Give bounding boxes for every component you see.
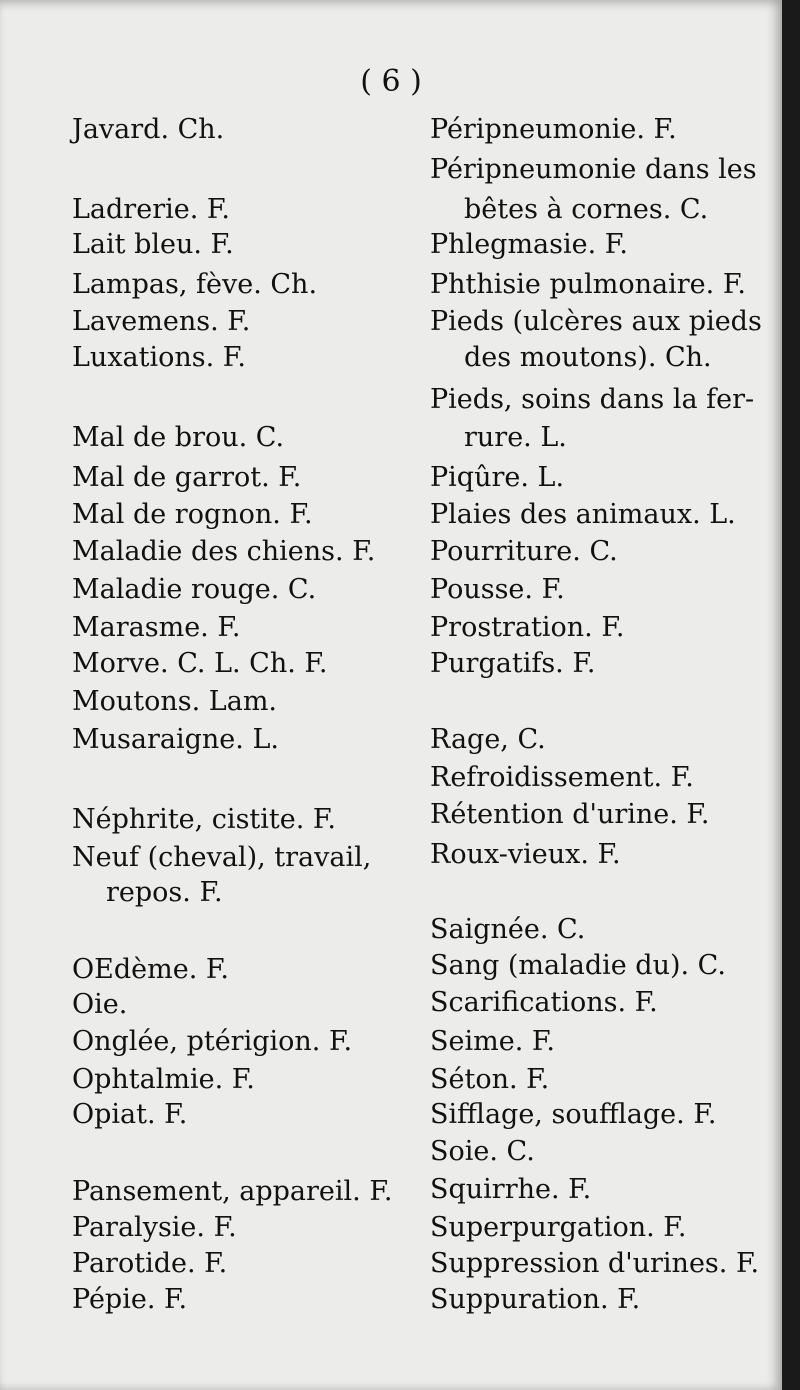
index-entry: Péripneumonie. F. <box>430 114 677 145</box>
index-entry: Phlegmasie. F. <box>430 229 628 260</box>
index-entry: Piqûre. L. <box>430 462 565 493</box>
index-entry: Squirrhe. F. <box>430 1174 592 1205</box>
index-entry: Ophtalmie. F. <box>72 1064 255 1095</box>
index-entry: Pansement, appareil. F. <box>72 1176 393 1207</box>
index-entry: Javard. Ch. <box>72 114 225 145</box>
index-entry: Roux-vieux. F. <box>430 839 621 870</box>
index-entry: Seime. F. <box>430 1026 555 1057</box>
index-entry: Paralysie. F. <box>72 1212 237 1243</box>
index-entry: Suppuration. F. <box>430 1284 641 1315</box>
index-entry: Saignée. C. <box>430 914 586 945</box>
index-entry: Lait bleu. F. <box>72 229 234 260</box>
index-entry: Superpurgation. F. <box>430 1212 687 1243</box>
index-entry: Marasme. F. <box>72 612 241 643</box>
index-entry: Pourriture. C. <box>430 536 618 567</box>
index-entry: Morve. C. L. Ch. F. <box>72 648 328 679</box>
index-entry: Ladrerie. F. <box>72 194 230 225</box>
index-entry: Scarifications. F. <box>430 987 658 1018</box>
index-entry: Lavemens. F. <box>72 306 251 337</box>
index-entry: Séton. F. <box>430 1064 550 1095</box>
index-entry: Oie. <box>72 989 128 1020</box>
index-entry: Parotide. F. <box>72 1248 228 1279</box>
index-entry: Rage, C. <box>430 724 546 755</box>
index-entry: Mal de brou. C. <box>72 422 285 453</box>
index-entry: Mal de garrot. F. <box>72 462 302 493</box>
index-entry: Pousse. F. <box>430 574 565 605</box>
index-entry: Mal de rognon. F. <box>72 499 313 530</box>
index-entry: Lampas, fève. Ch. <box>72 269 318 300</box>
index-entry: Pieds, soins dans la fer- <box>430 384 755 415</box>
index-entry: Moutons. Lam. <box>72 686 278 717</box>
index-entry: Luxations. F. <box>72 342 246 373</box>
index-entry-continuation: des moutons). Ch. <box>464 342 712 373</box>
index-entry: Opiat. F. <box>72 1099 188 1130</box>
index-entry: Pépie. F. <box>72 1284 188 1315</box>
index-entry: Purgatifs. F. <box>430 648 596 679</box>
index-entry: Néphrite, cistite. F. <box>72 804 337 835</box>
index-entry: Maladie des chiens. F. <box>72 536 376 567</box>
index-entry: Refroidissement. F. <box>430 762 694 793</box>
index-entry: Phthisie pulmonaire. F. <box>430 269 746 300</box>
index-entry: Plaies des animaux. L. <box>430 499 736 530</box>
index-entry: Pieds (ulcères aux pieds <box>430 306 762 337</box>
index-entry-continuation: repos. F. <box>106 877 223 908</box>
index-entry: Musaraigne. L. <box>72 724 279 755</box>
index-entry: Maladie rouge. C. <box>72 574 317 605</box>
index-entry: Prostration. F. <box>430 612 625 643</box>
index-entry: OEdème. F. <box>72 954 229 985</box>
index-entry: Rétention d'urine. F. <box>430 799 710 830</box>
page-number: ( 6 ) <box>360 64 422 99</box>
index-entry: Onglée, ptérigion. F. <box>72 1026 353 1057</box>
index-entry: Péripneumonie dans les <box>430 154 757 185</box>
index-entry-continuation: rure. L. <box>464 422 567 453</box>
index-entry: Soie. C. <box>430 1136 535 1167</box>
index-entry: Sifflage, soufflage. F. <box>430 1099 717 1130</box>
index-entry: Suppression d'urines. F. <box>430 1248 760 1279</box>
index-entry: Sang (maladie du). C. <box>430 950 726 981</box>
index-entry: Neuf (cheval), travail, <box>72 842 372 873</box>
index-entry-continuation: bêtes à cornes. C. <box>464 194 709 225</box>
